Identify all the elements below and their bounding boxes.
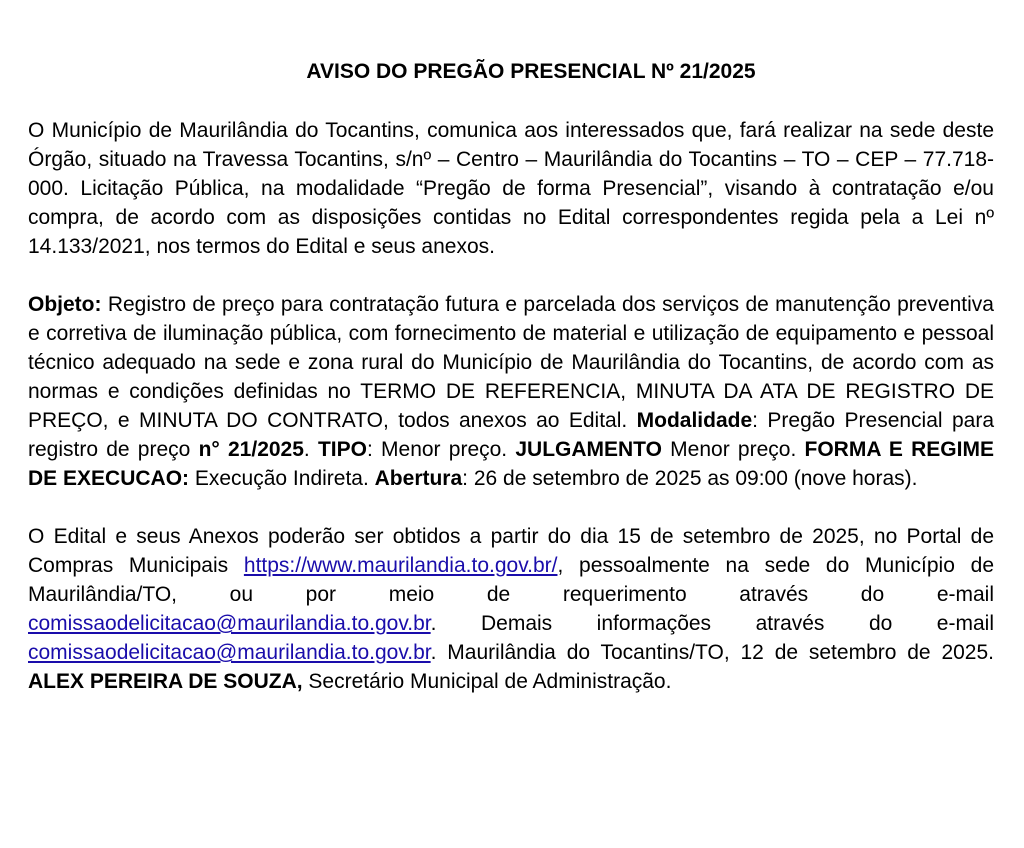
forma-text: Execução Indireta. [189, 467, 375, 490]
forma-label: FORMA E REGIME DE EXECUCAO: [28, 438, 994, 490]
separator-text: . [303, 438, 318, 461]
pregao-number: n° 21/2025 [198, 438, 304, 461]
intro-paragraph: O Município de Maurilândia do Tocantins, comunica aos interessados que, fará realizar na sede deste Órgão, situado na Travessa Tocantins, s/nº – Centro – Maurilândia do Tocantins – TO – CEP – 77.718-000. Licitação Pública, na modalidade “Pregão de forma Presencial”, visando à contratação e/ou compra, de acordo com as disposições contidas no Edital correspondentes regida pela a Lei nº 14.133/2021, nos termos do Edital e seus anexos. [28, 119, 994, 258]
modalidade-text: : Pregão Presencial para registro de preço [28, 409, 994, 461]
notice-title: AVISO DO PREGÃO PRESENCIAL Nº 21/2025 [306, 60, 756, 83]
tipo-text: : Menor preço. [366, 438, 516, 461]
email-link-2[interactable]: comissaodelicitacao@maurilandia.to.gov.br [28, 641, 431, 664]
email-link-1[interactable]: comissaodelicitacao@maurilandia.to.gov.br [28, 612, 431, 635]
edital-paragraph [28, 522, 994, 696]
edital-text-4: . Maurilândia do Tocantins/TO, 12 de setembro de 2025. [430, 641, 994, 664]
signatory-name: ALEX PEREIRA DE SOUZA, [28, 670, 303, 693]
portal-link[interactable]: https://www.maurilandia.to.gov.br/ [243, 554, 558, 577]
edital-text-3: . Demais informações através do e-mail [430, 612, 994, 635]
notice-document [28, 58, 994, 725]
abertura-label: Abertura [374, 467, 463, 490]
edital-text-1: O Edital e seus Anexos poderão ser obtidos a partir do dia 15 de setembro de 2025, no Portal de Compras Municipais [28, 525, 994, 577]
edital-text-2: , pessoalmente na sede do Município de Maurilândia/TO, ou por meio de requerimento através do e-mail [28, 554, 994, 606]
objeto-text: Registro de preço para contratação futura e parcelada dos serviços de manutenção preventiva e corretiva de iluminação pública, com fornecimento de material e utilização de equipamento e pessoal técnico adequado na sede e zona rural do Município de Maurilândia do Tocantins, de acordo com as normas e condições definidas no TERMO DE REFERENCIA, MINUTA DA ATA DE REGISTRO DE PREÇO, e MINUTA DO CONTRATO, todos anexos ao Edital. [28, 293, 994, 432]
objeto-label: Objeto: [28, 293, 102, 316]
edital-text-5: Secretário Municipal de Administração. [302, 670, 672, 693]
abertura-text: : 26 de setembro de 2025 as 09:00 (nove horas). [462, 467, 918, 490]
julgamento-label: JULGAMENTO [515, 438, 662, 461]
modalidade-label: Modalidade [636, 409, 753, 432]
object-paragraph [28, 290, 994, 493]
tipo-label: TIPO [317, 438, 367, 461]
julgamento-text: Menor preço. [661, 438, 805, 461]
